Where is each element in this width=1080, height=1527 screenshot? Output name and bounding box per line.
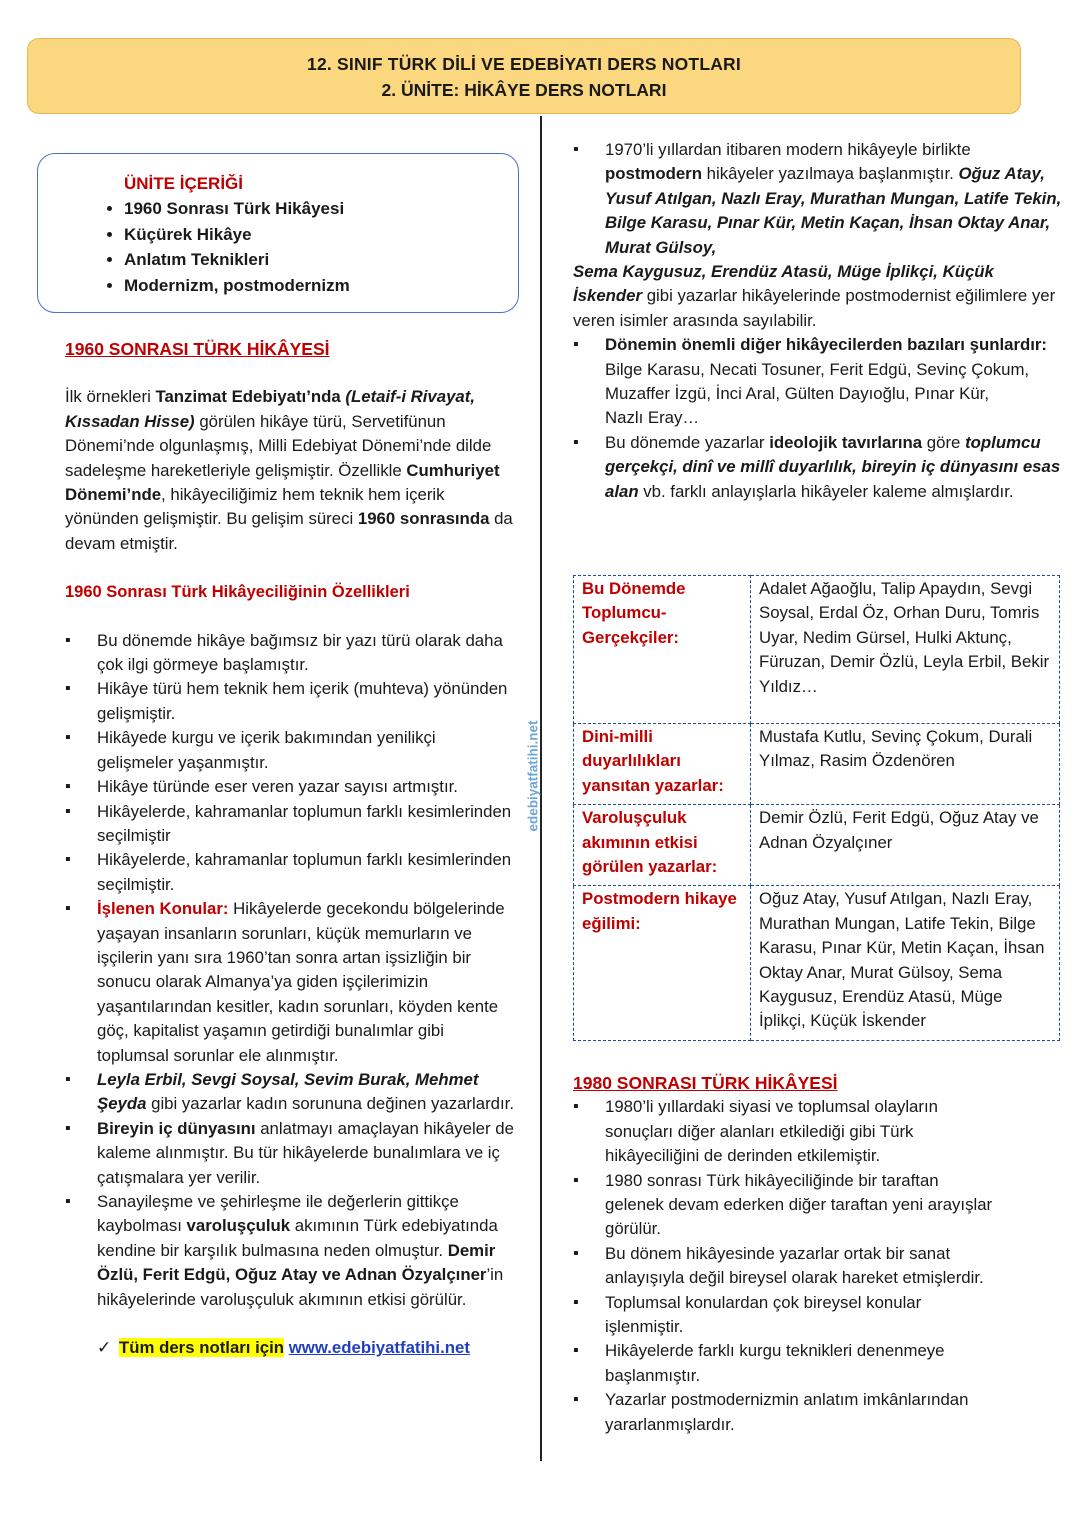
table-cell-value: Oğuz Atay, Yusuf Atılgan, Nazlı Eray, Murathan Mungan, Latife Tekin, Bilge Karasu, Pınar Kür, Metin Kaçan, İhsan Oktay Anar, Murat Gülsoy, Sema Kaygusuz, Erendüz Atasü, Müge İplikçi, Küçük İskender bbox=[751, 886, 1060, 1040]
section-1980 bbox=[573, 1071, 993, 1437]
check-icon: ✓ bbox=[97, 1338, 112, 1358]
right-list-mid bbox=[573, 333, 1063, 504]
table-cell-value: Adalet Ağaoğlu, Talip Apaydın, Sevgi Soysal, Erdal Öz, Orhan Duru, Tomris Uyar, Nedim Gürsel, Hulki Aktunç, Füruzan, Demir Özlü, Leyla Erbil, Bekir Yıldız… bbox=[751, 576, 1060, 724]
features-1980-list bbox=[573, 1095, 993, 1437]
list-item: ▪ Hikâye türünde eser veren yazar sayısı artmıştır. bbox=[65, 775, 515, 799]
list-item: ▪ 1980 sonrası Türk hikâyeciliğinde bir taraftan gelenek devam ederken diğer taraftan yeni arayışlar görülür. bbox=[573, 1169, 993, 1242]
unit-item: • Anlatım Teknikleri bbox=[124, 247, 350, 273]
list-item: ▪ Hikâyelerde, kahramanlar toplumun farklı kesimlerinden seçilmiştir bbox=[65, 800, 515, 849]
list-item: ▪ Yazarlar postmodernizmin anlatım imkânlarından yararlanmışlardır. bbox=[573, 1388, 993, 1437]
intro-paragraph: İlk örnekleri Tanzimat Edebiyatı’nda (Letaif-i Rivayat, Kıssadan Hisse) görülen hikâye türü, Servetifünun Dönemi’nde olgunlaşmış, Milli Edebiyat Dönemi’nde dilde sadeleşme hareketleriyle gelişmiştir. Özellikle Cumhuriyet Dönemi’nde, hikâyeciliğimiz hem teknik hem içerik yönünden gelişmiştir. Bu gelişim süreci 1960 sonrasında da devam etmiştir. bbox=[65, 387, 513, 553]
table-cell-key: Postmodern hikaye eğilimi: bbox=[574, 886, 751, 1040]
features-subheading: 1960 Sonrası Türk Hikâyeciliğinin Özellikleri bbox=[65, 583, 410, 602]
postmodern-names-continuation: Sema Kaygusuz, Erendüz Atasü, Müge İplikçi, Küçük İskender gibi yazarlar hikâyelerinde postmodernist eğilimlere yer veren isimler arasında sayılabilir. bbox=[573, 262, 1056, 330]
list-item: ▪ Bireyin iç dünyasını anlatmayı amaçlayan hikâyeler de kaleme alınmıştır. Bu tür hikâyelerde bunalımlara ve iç çatışmalara yer verilir. bbox=[65, 1117, 515, 1190]
list-item: ▪ Hikâye türü hem teknik hem içerik (muhteva) yönünden gelişmiştir. bbox=[65, 677, 515, 726]
left-column bbox=[65, 337, 515, 1360]
list-item: ▪ Hikâyelerde, kahramanlar toplumun farklı kesimlerinden seçilmiştir. bbox=[65, 848, 515, 897]
table-row bbox=[574, 724, 1060, 805]
table-cell-key: Dini-milli duyarlılıkları yansıtan yazarlar: bbox=[574, 724, 751, 805]
list-item: ▪ 1980’li yıllardaki siyasi ve toplumsal olayların sonuçları diğer alanları etkilediği gibi Türk hikâyeciliğini de derinden etkilemiştir. bbox=[573, 1095, 993, 1168]
list-item: ▪ Hikâyede kurgu ve içerik bakımından yenilikçi gelişmeler yaşanmıştır. bbox=[65, 726, 515, 775]
right-list-top bbox=[573, 138, 1063, 260]
site-link[interactable]: www.edebiyatfatihi.net bbox=[288, 1338, 470, 1358]
table-cell-value: Demir Özlü, Ferit Edgü, Oğuz Atay ve Adnan Özyalçıner bbox=[751, 805, 1060, 886]
table-row bbox=[574, 886, 1060, 1040]
page-header bbox=[27, 38, 1021, 114]
table-cell-key: Bu Dönemde Toplumcu-Gerçekçiler: bbox=[574, 576, 751, 724]
list-item: ▪ Bu dönemde hikâye bağımsız bir yazı türü olarak daha çok ilgi görmeye başlamıştır. bbox=[65, 629, 515, 678]
unit-contents-list bbox=[88, 196, 350, 298]
footer-link-line bbox=[65, 1336, 515, 1360]
list-item: ▪ İşlenen Konular: Hikâyelerde gecekondu bölgelerinde yaşayan insanların sorunları, küçük memurların ve işçilerin yanı sıra 1960’tan sonra artan işsizliğin bir sonucu olarak Almanya’ya giden işçilerimizin yaşantılarından kesitler, kadın sorunları, köyden kente göç, kapitalist yaşamın getirdiği bunalımlar gibi toplumsal sorunlar ele alınmıştır. bbox=[65, 897, 515, 1068]
table-row bbox=[574, 576, 1060, 724]
list-item: ▪ 1970’li yıllardan itibaren modern hikâyeyle birlikte postmodern hikâyeler yazılmaya başlanmıştır. Oğuz Atay, Yusuf Atılgan, Nazlı Eray, Murathan Mungan, Latife Tekin, Bilge Karasu, Pınar Kür, Metin Kaçan, İhsan Oktay Anar, Murat Gülsoy, bbox=[573, 138, 1063, 260]
table-cell-value: Mustafa Kutlu, Sevinç Çokum, Durali Yılmaz, Rasim Özdenören bbox=[751, 724, 1060, 805]
unit-contents-title: ÜNİTE İÇERİĞİ bbox=[124, 174, 244, 193]
list-item: ▪ Toplumsal konulardan çok bireysel konular işlenmiştir. bbox=[573, 1291, 993, 1340]
header-title-line2: 2. ÜNİTE: HİKÂYE DERS NOTLARI bbox=[381, 80, 667, 100]
list-item: ▪ Hikâyelerde farklı kurgu teknikleri denenmeye başlanmıştır. bbox=[573, 1339, 993, 1388]
list-item: ▪ Bu dönem hikâyesinde yazarlar ortak bir sanat anlayışıyla değil bireysel olarak hareket etmişlerdir. bbox=[573, 1242, 993, 1291]
authors-table bbox=[573, 575, 1060, 1041]
unit-contents-box bbox=[37, 153, 519, 313]
unit-item: • Modernizm, postmodernizm bbox=[124, 273, 350, 299]
section-heading-1980: 1980 SONRASI TÜRK HİKÂYESİ bbox=[573, 1073, 838, 1093]
watermark bbox=[521, 706, 545, 846]
list-item: ▪ Bu dönemde yazarlar ideolojik tavırlarına göre toplumcu gerçekçi, dinî ve millî duyarlılık, bireyin iç dünyasını esas alan vb. farklı anlayışlarla hikâyeler kaleme almışlardır. bbox=[573, 431, 1063, 504]
watermark-text: edebiyatfatihi.net bbox=[525, 720, 541, 832]
section-heading-1960: 1960 SONRASI TÜRK HİKÂYESİ bbox=[65, 339, 330, 359]
list-item: ▪ Sanayileşme ve şehirleşme ile değerlerin gittikçe kaybolması varoluşçuluk akımının Türk edebiyatında kendine bir karşılık bulmasına neden olmuştur. Demir Özlü, Ferit Edgü, Oğuz Atay ve Adnan Özyalçıner’in hikâyelerinde varoluşçuluk akımının etkisi görülür. bbox=[65, 1190, 515, 1312]
list-item: ▪ Dönemin önemli diğer hikâyecilerden bazıları şunlardır: Bilge Karasu, Necati Tosuner, Ferit Edgü, Sevinç Çokum, Muzaffer İzgü, İnci Aral, Gülten Dayıoğlu, Pınar Kür, Nazlı Eray… bbox=[573, 333, 1063, 431]
features-list bbox=[65, 629, 515, 1312]
list-item: ▪ Leyla Erbil, Sevgi Soysal, Sevim Burak, Mehmet Şeyda gibi yazarlar kadın sorununa değinen yazarlardır. bbox=[65, 1068, 515, 1117]
footer-label: Tüm ders notları için bbox=[119, 1338, 285, 1358]
unit-item: • Küçürek Hikâye bbox=[124, 222, 350, 248]
right-column bbox=[573, 138, 1063, 504]
table-cell-key: Varoluşçuluk akımının etkisi görülen yazarlar: bbox=[574, 805, 751, 886]
unit-item: • 1960 Sonrası Türk Hikâyesi bbox=[124, 196, 350, 222]
header-title-line1: 12. SINIF TÜRK DİLİ VE EDEBİYATI DERS NOTLARI bbox=[307, 54, 741, 74]
table-row bbox=[574, 805, 1060, 886]
